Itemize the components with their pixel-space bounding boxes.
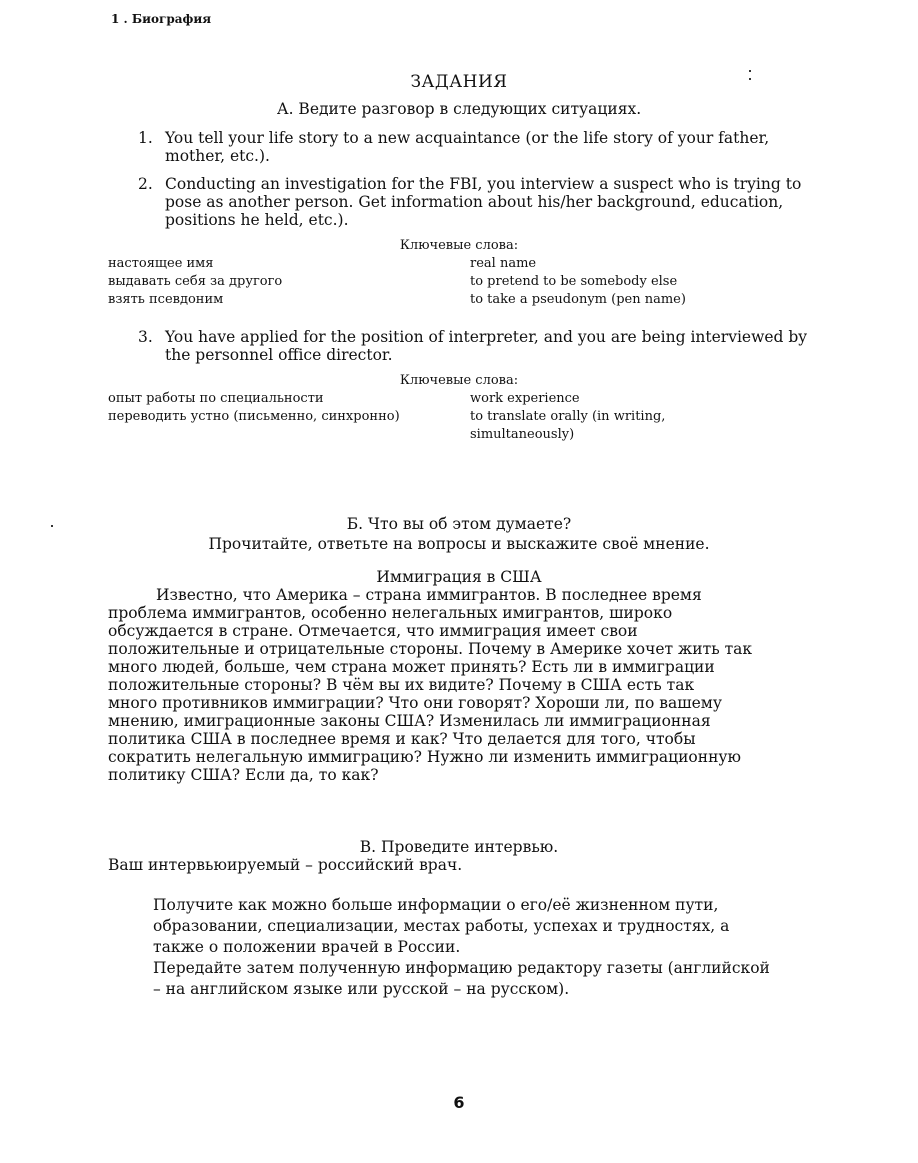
text-line: обсуждается в стране. Отмечается, что иммиграция имеет свои <box>108 622 638 640</box>
section-c-intro: Ваш интервьюируемый – российский врач. <box>108 856 463 874</box>
item-number: 3. <box>138 328 153 346</box>
keyword-ru: взять псевдоним <box>108 292 224 307</box>
text-line: положительные и отрицательные стороны. Почему в Америке хочет жить так <box>108 640 753 658</box>
immigration-text <box>108 586 818 784</box>
running-header: 1 . Биография <box>111 12 212 26</box>
section-a-heading: А. Ведите разговор в следующих ситуациях. <box>276 100 642 118</box>
keywords-title: Ключевые слова: <box>399 373 519 388</box>
keyword-en: to translate orally (in writing, <box>470 409 666 424</box>
text-line: положительные стороны? В чём вы их видите? Почему в США есть так <box>108 676 695 694</box>
keyword-ru: выдавать себя за другого <box>108 274 283 289</box>
task-item-3 <box>138 328 818 364</box>
interview-instructions <box>153 895 818 1000</box>
text-line: проблема иммигрантов, особенно нелегальных имигрантов, широко <box>108 604 673 622</box>
keywords-title: Ключевые слова: <box>399 238 519 253</box>
item-text: You have applied for the position of interpreter, and you are being interviewed by the personnel office director. <box>165 328 808 364</box>
keyword-en: real name <box>470 256 537 271</box>
text-line: Получите как можно больше информации о его/её жизненном пути, <box>153 896 719 914</box>
task-item-2 <box>138 175 818 229</box>
text-line: образовании, специализации, местах работы, успехах и трудностях, а <box>153 917 730 935</box>
text-line: также о положении врачей в России. <box>153 938 461 956</box>
page-number: 6 <box>453 1093 465 1112</box>
keyword-ru: переводить устно (письменно, синхронно) <box>108 409 400 424</box>
section-c-heading: В. Проведите интервью. <box>359 838 559 856</box>
item-number: 1. <box>138 129 153 147</box>
text-line: политика США в последнее время и как? Что делается для того, чтобы <box>108 730 696 748</box>
text-line: много людей, больше, чем страна может принять? Есть ли в иммиграции <box>108 658 715 676</box>
item-number: 2. <box>138 175 153 193</box>
text-line: Известно, что Америка – страна иммигрантов. В последнее время <box>156 586 702 604</box>
text-line: политику США? Если да, то как? <box>108 766 379 784</box>
section-b-subheading: Прочитайте, ответьте на вопросы и выскажите своё мнение. <box>208 535 710 553</box>
keyword-en: to pretend to be somebody else <box>470 274 678 289</box>
text-line: сократить нелегальную иммиграцию? Нужно ли изменить иммиграционную <box>108 748 742 766</box>
section-b-heading: Б. Что вы об этом думаете? <box>346 515 572 533</box>
text-line: мнению, имиграционные законы США? Изменилась ли иммиграционная <box>108 712 711 730</box>
keyword-ru: опыт работы по специальности <box>108 391 324 406</box>
keyword-en: to take a pseudonym (pen name) <box>470 292 686 307</box>
tasks-title: ЗАДАНИЯ <box>410 72 508 92</box>
keyword-en-continued: simultaneously) <box>470 427 575 442</box>
item-text: You tell your life story to a new acquaintance (or the life story of your father, mother, etc.). <box>165 129 770 165</box>
keyword-en: work experience <box>470 391 580 406</box>
text-line: много противников иммиграции? Что они говорят? Хороши ли, по вашему <box>108 694 722 712</box>
text-line: – на английском языке или русской – на русском). <box>153 980 570 998</box>
text-line: Передайте затем полученную информацию редактору газеты (английской <box>153 959 770 977</box>
text-title: Иммиграция в США <box>376 568 542 586</box>
item-text: Conducting an investigation for the FBI, you interview a suspect who is trying to pose as another person. Get information about his/her background, education, positions he held, etc.). <box>165 175 802 229</box>
keyword-ru: настоящее имя <box>108 256 214 271</box>
task-item-1 <box>138 129 818 165</box>
